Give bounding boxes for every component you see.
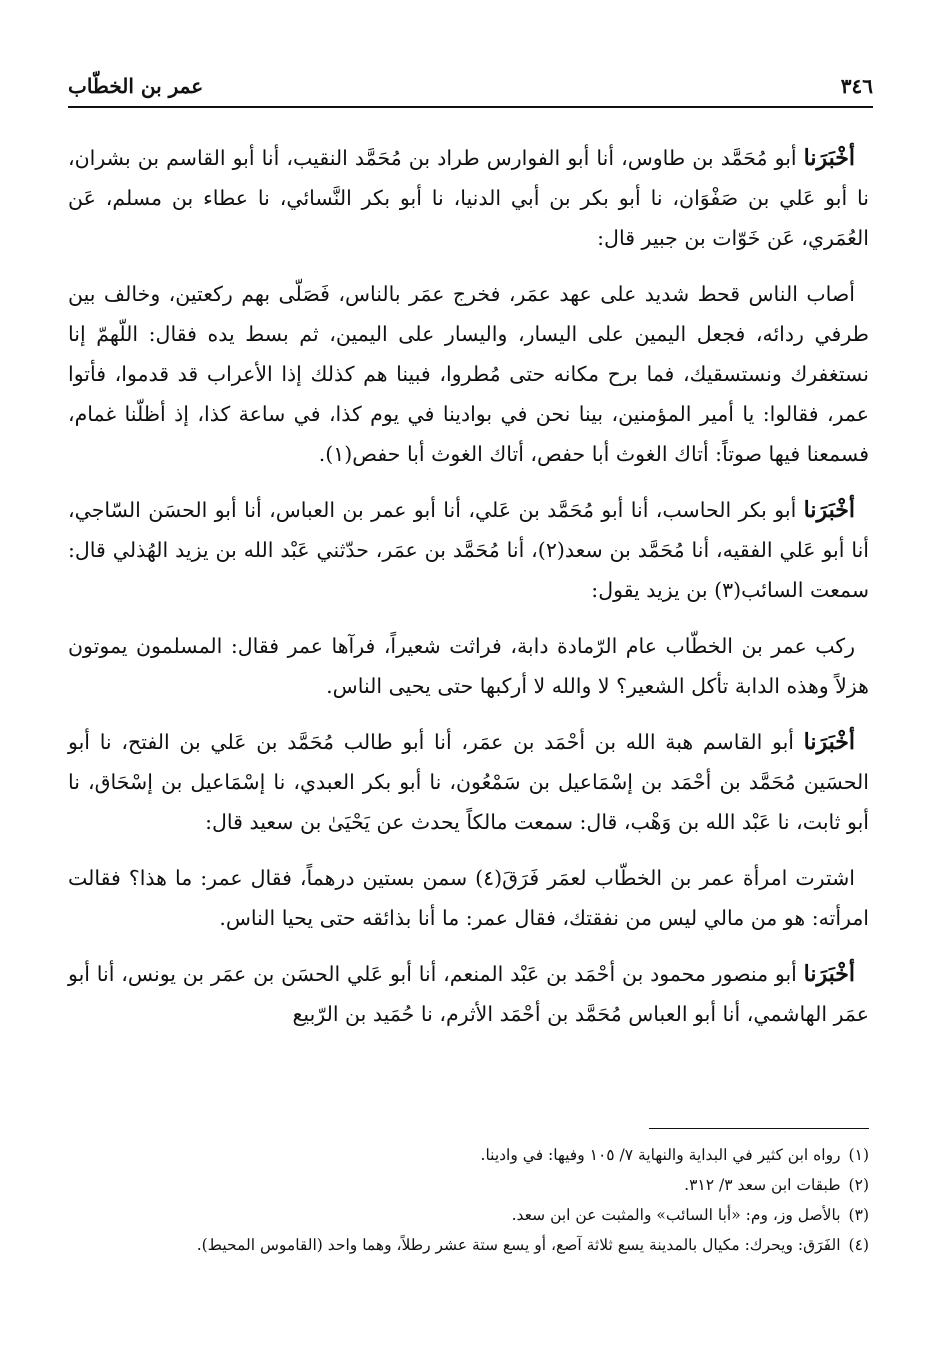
main-text [68,138,869,1050]
paragraph-text: ركب عمر بن الخطّاب عام الرّمادة دابة، فراثت شعيراً، فرآها عمر فقال: المسلمون يموتون هزلاً وهذه الدابة تأكل الشعير؟ لا والله لا أركبها حتى يحيى الناس. [68,634,869,698]
paragraph-text: أصاب الناس قحط شديد على عهد عمَر، فخرج عمَر بالناس، فَصَلّى بهم ركعتين، وخالف بين طرفي ردائه، فجعل اليمين على اليسار، واليسار على اليمين، ثم بسط يده فقال: اللّهمّ إنا نستغفرك ونستسقيك، فما برح مكانه حتى مُطروا، فبينا هم كذلك إذا الأعراب قد قدموا، فأتوا عمر، فقالوا: يا أمير المؤمنين، بينا نحن في بوادينا في يوم كذا، في ساعة كذا، إذ أظلّنا غمام، فسمعنا فيها صوتاً: أتاك الغوث أبا حفص، أتاك الغوث أبا حفص(١). [68,282,869,466]
page-header [68,66,873,108]
paragraph [68,858,869,938]
footnote [68,1140,869,1170]
footnote-number: (١) [848,1146,869,1164]
paragraph-lead: أخْبَرَنا [803,497,855,523]
paragraph-text: أبو منصور محمود بن أحْمَد بن عَبْد المنعم، أنا أبو عَلي الحسَن بن عمَر بن يونس، أنا أبو عمَر الهاشمي، أنا أبو العباس مُحَمَّد بن أحْمَد الأثرم، نا حُمَيد بن الرّبيع [68,962,869,1026]
page-number: ٣٤٦ [840,74,873,98]
paragraph [68,626,869,706]
paragraph [68,138,869,258]
paragraph [68,274,869,474]
footnote-divider [649,1128,869,1129]
footnote-number: (٤) [848,1236,869,1254]
footnote [68,1200,869,1230]
paragraph-text: أبو مُحَمَّد بن طاوس، أنا أبو الفوارس طراد بن مُحَمَّد النقيب، أنا أبو القاسم بن بشران، نا أبو عَلي بن صَفْوَان، نا أبو بكر بن أبي الدنيا، نا أبو بكر النَّسائي، نا عطاء بن مسلم، عَن العُمَري، عَن خَوّات بن جبير قال: [68,146,869,250]
footnote [68,1170,869,1200]
footnote-number: (٢) [848,1176,869,1194]
footnote-text: بالأصل وز، وم: «أبا السائب» والمثبت عن ابن سعد. [511,1206,841,1224]
paragraph-lead: أخْبَرَنا [803,729,855,755]
footnote-text: طبقات ابن سعد ٣/ ٣١٢. [684,1176,841,1194]
footnote-text: الفَرَق: ويحرك: مكيال بالمدينة يسع ثلاثة آصع، أو يسع ستة عشر رطلاً، وهما واحد (القاموس المحيط). [196,1236,841,1254]
paragraph-text: اشترت امرأة عمر بن الخطّاب لعمَر فَرَقَ(٤) سمن بستين درهماً، فقال عمر: ما هذا؟ فقالت امرأته: هو من مالي ليس من نفقتك، فقال عمر: ما أنا بذائقه حتى يحيا الناس. [68,866,869,930]
paragraph [68,722,869,842]
paragraph [68,954,869,1034]
footnote-text: رواه ابن كثير في البداية والنهاية ٧/ ١٠٥ وفيها: في وادينا. [480,1146,841,1164]
paragraph-lead: أخْبَرَنا [803,961,855,987]
footnote [68,1230,869,1260]
paragraph [68,490,869,610]
footnotes [68,1140,869,1260]
paragraph-lead: أخْبَرَنا [803,145,855,171]
paragraph-text: أبو بكر الحاسب، أنا أبو مُحَمَّد بن عَلي، أنا أبو عمر بن العباس، أنا أبو الحسَن السّاجي، أنا أبو عَلي الفقيه، أنا مُحَمَّد بن سعد(٢)، أنا مُحَمَّد بن عمَر، حدّثني عَبْد الله بن يزيد الهُذلي قال: سمعت السائب(٣) بن يزيد يقول: [68,498,869,602]
paragraph-text: أبو القاسم هبة الله بن أحْمَد بن عمَر، أنا أبو طالب مُحَمَّد بن عَلي بن الفتح، نا أبو الحسَين مُحَمَّد بن أحْمَد بن إسْمَاعيل بن سَمْعُون، نا أبو بكر العبدي، نا إسْمَاعيل بن إسْحَاق، نا أبو ثابت، نا عَبْد الله بن وَهْب، قال: سمعت مالكاً يحدث عن يَحْيَىٰ بن سعيد قال: [68,730,869,834]
running-title: عمر بن الخطّاب [68,74,204,98]
footnote-number: (٣) [848,1206,869,1224]
